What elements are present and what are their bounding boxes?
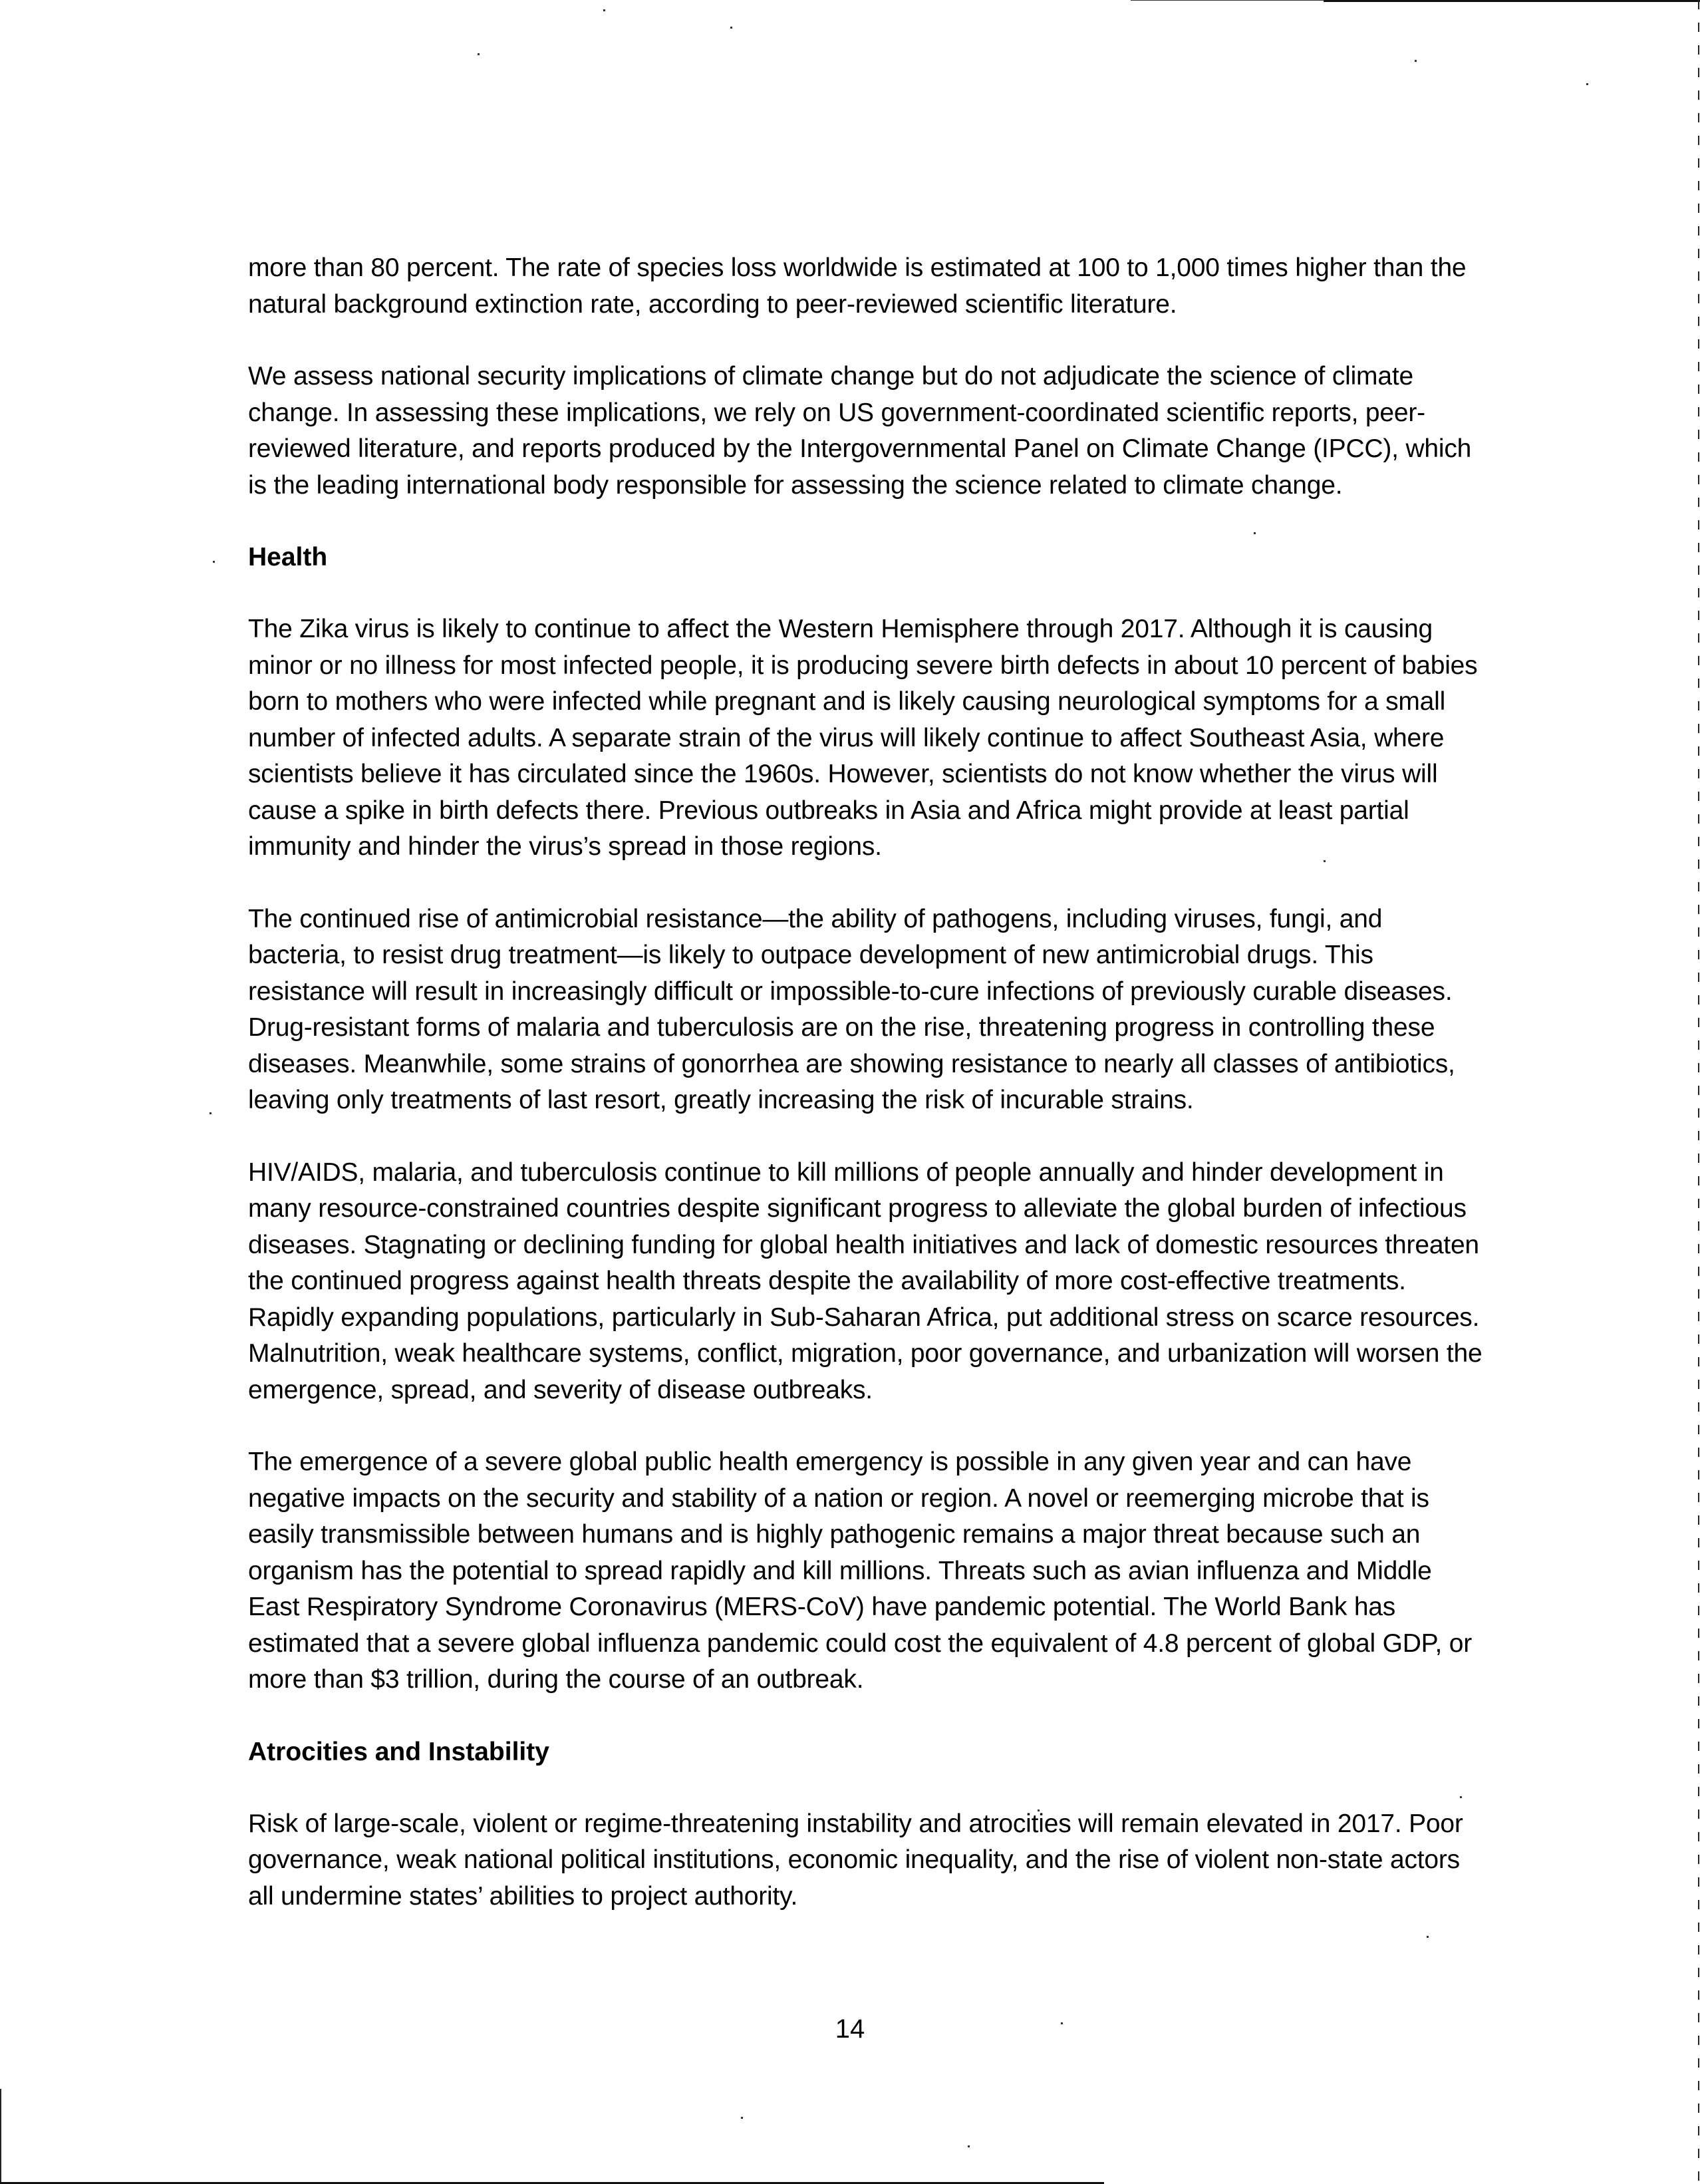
scan-speck bbox=[210, 1112, 212, 1114]
scan-speck bbox=[603, 9, 605, 11]
scan-speck bbox=[1415, 60, 1417, 62]
paragraph-zika: The Zika virus is likely to continue to affect the Western Hemisphere through 2017. Although it is causing minor or no illness for most infected people, it is producing severe birth defects in about 10 percent of babies born to mothers who were infected while pregnant and is likely causing neurological symptoms for a small number of infected adults. A separate strain of the virus will likely continue to affect Southeast Asia, where scientists believe it has circulated since the 1960s. However, scientists do not know whether the virus will cause a spike in birth defects there. Previous outbreaks in Asia and Africa might provide at least partial immunity and hinder the virus’s spread in those regions. bbox=[248, 615, 1478, 861]
section-heading-atrocities: Atrocities and Instability bbox=[248, 1737, 549, 1766]
scan-edge-top-thin bbox=[1131, 0, 1324, 1]
scan-speck bbox=[478, 53, 480, 55]
paragraph-hiv-malaria-tb: HIV/AIDS, malaria, and tuberculosis continue to kill millions of people annually and hinder development in many resource-constrained countries despite significant progress to alleviate the global burden of infectious diseases. Stagnating or declining funding for global health initiatives and lack of domestic resources threaten the continued progress against health threats despite the availability of more cost-effective treatments. Rapidly expanding populations, particularly in Sub-Saharan Africa, put additional stress on scarce resources. Malnutrition, weak healthcare systems, conflict, migration, poor governance, and urbanization will worsen the emergence, spread, and severity of disease outbreaks. bbox=[248, 1158, 1483, 1404]
scan-speck bbox=[1586, 83, 1588, 85]
paragraph-species-loss: more than 80 percent. The rate of species loss worldwide is estimated at 100 to 1,000 times higher than the natural background extinction rate, according to peer-reviewed scientific literature. bbox=[248, 253, 1467, 319]
document-body bbox=[248, 250, 1485, 1950]
scan-edge-right bbox=[1698, 0, 1699, 2184]
scan-speck bbox=[741, 2117, 743, 2119]
paragraph-antimicrobial-resistance: The continued rise of antimicrobial resistance—the ability of pathogens, including viruses, fungi, and bacteria, to resist drug treatment—is likely to outpace development of new antimicrobial drugs. This resistance will result in increasingly difficult or impossible-to-cure infections of previously curable diseases. Drug-resistant forms of malaria and tuberculosis are on the rise, threatening progress in controlling these diseases. Meanwhile, some strains of gonorrhea are showing resistance to nearly all classes of antibiotics, leaving only treatments of last resort, greatly increasing the risk of incurable strains. bbox=[248, 904, 1455, 1114]
scan-edge-top bbox=[1324, 0, 1700, 2]
section-heading-health: Health bbox=[248, 543, 328, 571]
page-number: 14 bbox=[835, 2014, 865, 2044]
paragraph-climate-assessment: We assess national security implications of climate change but do not adjudicate the science of climate change. In assessing these implications, we rely on US government-coordinated scientific reports, peer-reviewed literature, and reports produced by the Intergovernmental Panel on Climate Change (IPCC), which is the leading international body responsible for assessing the science related to climate change. bbox=[248, 362, 1472, 500]
scan-speck bbox=[213, 561, 215, 563]
paragraph-instability: Risk of large-scale, violent or regime-threatening instability and atrocities will remain elevated in 2017. Poor governance, weak national political institutions, economic inequality, and the rise of violent non-state actors all undermine states’ abilities to project authority. bbox=[248, 1809, 1463, 1911]
paragraph-pandemic-emergency: The emergence of a severe global public health emergency is possible in any given year and can have negative impacts on the security and stability of a nation or region. A novel or reemerging microbe that is easily transmissible between humans and is highly pathogenic remains a major threat because such an organism has the potential to spread rapidly and kill millions. Threats such as avian influenza and Middle East Respiratory Syndrome Coronavirus (MERS-CoV) have pandemic potential. The World Bank has estimated that a severe global influenza pandemic could cost the equivalent of 4.8 percent of global GDP, or more than $3 trillion, during the course of an outbreak. bbox=[248, 1448, 1473, 1694]
scan-speck bbox=[730, 27, 732, 29]
scan-edge-left bbox=[0, 2089, 1, 2184]
scan-speck bbox=[968, 2145, 970, 2147]
